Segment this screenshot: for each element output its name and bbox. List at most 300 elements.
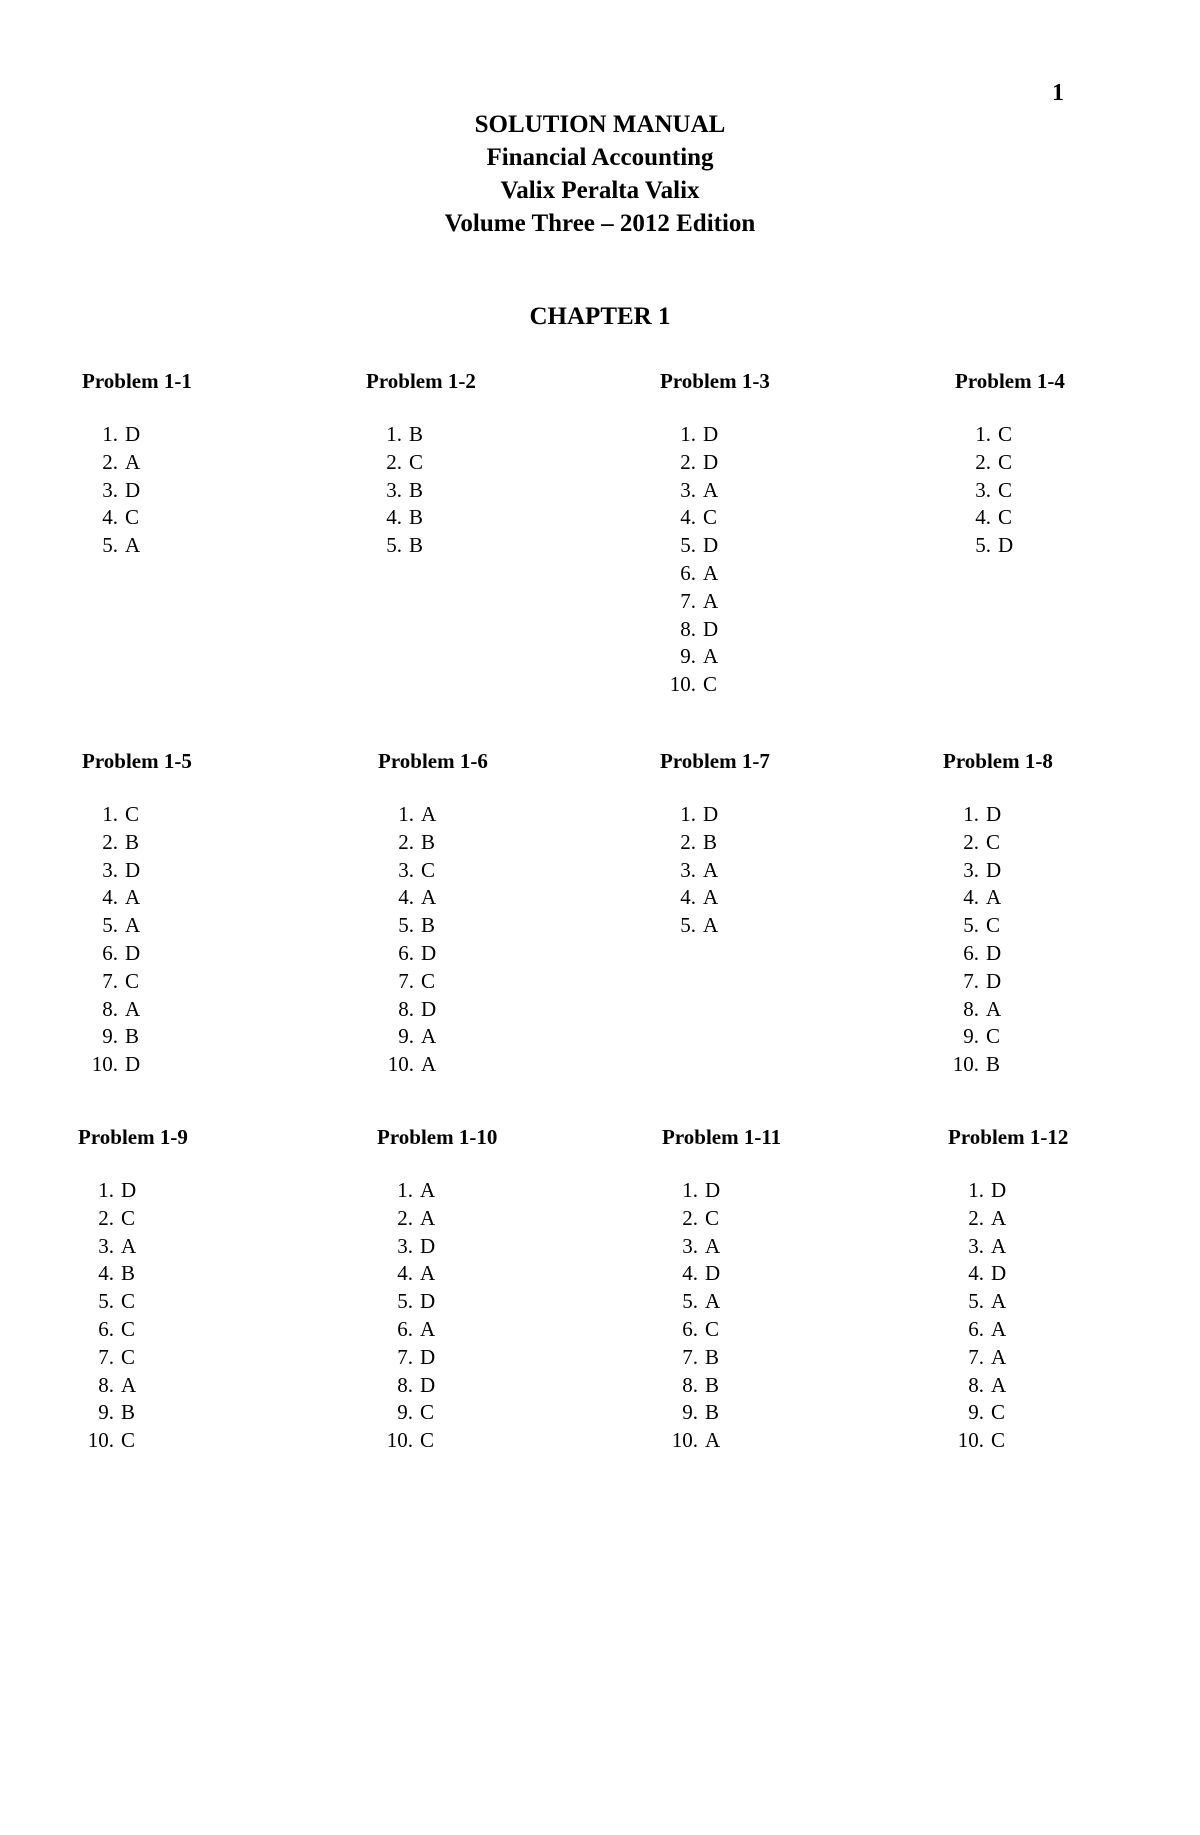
answer-number: 5. — [975, 533, 991, 558]
answer-number: 4. — [968, 1261, 984, 1286]
answer-item — [82, 477, 192, 505]
answer-letter: A — [991, 1205, 1007, 1230]
answer-list — [948, 1177, 1068, 1455]
answer-item — [82, 968, 192, 996]
problem-block — [366, 369, 476, 560]
answer-item — [378, 1023, 488, 1051]
answer-number: 4. — [680, 505, 696, 530]
answer-letter: A — [991, 1372, 1007, 1397]
answer-number: 7. — [680, 588, 696, 613]
answer-item — [378, 996, 488, 1024]
answer-number: 9. — [102, 1024, 118, 1049]
answer-letter: D — [703, 616, 719, 641]
answer-item — [78, 1233, 188, 1261]
answer-number: 3. — [397, 1233, 413, 1258]
answer-letter: A — [121, 1372, 137, 1397]
answer-number: 5. — [963, 913, 979, 938]
answer-item — [377, 1399, 497, 1427]
answer-letter: B — [409, 505, 424, 530]
answer-item — [943, 801, 1053, 829]
answer-item — [378, 857, 488, 885]
answer-list — [366, 421, 476, 560]
answer-letter: D — [705, 1178, 721, 1202]
answer-letter: C — [991, 1400, 1006, 1425]
answer-letter: A — [125, 996, 141, 1021]
answer-number: 5. — [397, 1289, 413, 1314]
answer-number: 7. — [98, 1344, 114, 1369]
answer-letter: C — [421, 968, 436, 993]
answer-number: 10. — [957, 1428, 984, 1453]
answer-letter: A — [421, 802, 437, 826]
answer-item — [377, 1372, 497, 1400]
answer-letter: C — [986, 1024, 1001, 1049]
answer-item — [948, 1288, 1068, 1316]
answer-letter: C — [991, 1428, 1006, 1453]
answer-item — [660, 532, 770, 560]
answer-list — [943, 801, 1053, 1079]
answer-number: 3. — [975, 477, 991, 502]
answer-item — [78, 1205, 188, 1233]
answer-item — [948, 1205, 1068, 1233]
answer-number: 6. — [398, 940, 414, 965]
answer-number: 4. — [102, 885, 118, 910]
answer-item — [78, 1260, 188, 1288]
answer-number: 10. — [952, 1052, 979, 1077]
answer-number: 8. — [968, 1372, 984, 1397]
answer-list — [660, 801, 770, 940]
answer-letter: C — [121, 1289, 136, 1314]
answer-number: 1. — [386, 422, 402, 446]
answer-number: 2. — [398, 829, 414, 854]
answer-number: 4. — [975, 505, 991, 530]
answer-number: 9. — [963, 1024, 979, 1049]
answer-number: 1. — [963, 802, 979, 826]
answer-letter: D — [421, 940, 437, 965]
problem-block — [78, 1125, 188, 1455]
answer-item — [660, 801, 770, 829]
document-header — [0, 108, 1200, 240]
answer-letter: D — [420, 1289, 436, 1314]
answer-letter: A — [705, 1428, 721, 1453]
answer-number: 8. — [682, 1372, 698, 1397]
problem-block — [955, 369, 1065, 560]
answer-item — [378, 801, 488, 829]
answer-item — [78, 1344, 188, 1372]
answer-item — [82, 996, 192, 1024]
answer-number: 4. — [386, 505, 402, 530]
answer-item — [366, 532, 476, 560]
answer-item — [662, 1344, 781, 1372]
answer-number: 8. — [98, 1372, 114, 1397]
answer-number: 5. — [680, 913, 696, 938]
answer-number: 2. — [963, 829, 979, 854]
answer-letter: C — [998, 449, 1013, 474]
answer-item — [955, 449, 1065, 477]
answer-item — [662, 1205, 781, 1233]
answer-item — [660, 643, 770, 671]
answer-number: 4. — [398, 885, 414, 910]
answer-item — [78, 1316, 188, 1344]
answer-number: 7. — [963, 968, 979, 993]
answer-number: 10. — [387, 1052, 414, 1077]
answer-number: 1. — [98, 1178, 114, 1202]
problem-block — [82, 369, 192, 560]
answer-item — [366, 477, 476, 505]
answer-item — [943, 1023, 1053, 1051]
answer-number: 2. — [975, 449, 991, 474]
problem-title: Problem 1-12 — [948, 1125, 1069, 1149]
answer-item — [82, 504, 192, 532]
answer-item — [378, 912, 488, 940]
problem-title: Problem 1-3 — [660, 369, 770, 393]
answer-item — [660, 884, 770, 912]
answer-item — [943, 857, 1053, 885]
answer-item — [82, 421, 192, 449]
answer-number: 3. — [963, 857, 979, 882]
answer-number: 2. — [386, 449, 402, 474]
answer-item — [366, 421, 476, 449]
answer-number: 2. — [680, 449, 696, 474]
answer-number: 10. — [91, 1052, 118, 1077]
answer-number: 5. — [680, 533, 696, 558]
answer-number: 10. — [87, 1428, 114, 1453]
answer-item — [377, 1427, 497, 1455]
answer-letter: C — [986, 913, 1001, 938]
answer-letter: A — [420, 1178, 436, 1202]
problem-title: Problem 1-11 — [662, 1125, 782, 1149]
answer-letter: C — [121, 1316, 136, 1341]
answer-number: 3. — [398, 857, 414, 882]
answer-letter: A — [991, 1316, 1007, 1341]
answer-number: 7. — [968, 1344, 984, 1369]
answer-number: 7. — [397, 1344, 413, 1369]
answer-letter: A — [420, 1205, 436, 1230]
answer-letter: A — [420, 1261, 436, 1286]
answer-letter: A — [986, 885, 1002, 910]
answer-item — [660, 616, 770, 644]
answer-letter: D — [703, 533, 719, 558]
answer-number: 8. — [398, 996, 414, 1021]
answer-letter: C — [125, 968, 140, 993]
answer-number: 1. — [680, 802, 696, 826]
problem-block — [660, 749, 770, 940]
answer-list — [660, 421, 770, 699]
answer-list — [82, 421, 192, 560]
answer-number: 3. — [680, 477, 696, 502]
answer-item — [378, 940, 488, 968]
answer-letter: C — [121, 1428, 136, 1453]
answer-letter: B — [421, 829, 436, 854]
answer-letter: B — [409, 422, 424, 446]
answer-letter: D — [125, 1052, 141, 1077]
answer-item — [943, 829, 1053, 857]
answer-letter: A — [125, 449, 141, 474]
answer-item — [662, 1288, 781, 1316]
answer-letter: D — [703, 422, 719, 446]
answer-letter: D — [125, 857, 141, 882]
answer-number: 8. — [397, 1372, 413, 1397]
answer-item — [955, 504, 1065, 532]
answer-item — [78, 1399, 188, 1427]
answer-number: 8. — [680, 616, 696, 641]
answer-item — [662, 1177, 781, 1205]
answer-letter: D — [420, 1233, 436, 1258]
problem-block — [82, 749, 192, 1079]
answer-list — [82, 801, 192, 1079]
answer-number: 9. — [968, 1400, 984, 1425]
problem-block — [662, 1125, 781, 1455]
answer-item — [82, 449, 192, 477]
answer-letter: D — [998, 533, 1014, 558]
answer-letter: B — [125, 829, 140, 854]
answer-item — [662, 1316, 781, 1344]
problem-title: Problem 1-6 — [378, 749, 488, 773]
answer-letter: B — [986, 1052, 1001, 1077]
answer-number: 1. — [102, 802, 118, 826]
answer-item — [378, 829, 488, 857]
answer-item — [660, 560, 770, 588]
answer-item — [948, 1372, 1068, 1400]
answer-item — [662, 1260, 781, 1288]
answer-number: 10. — [671, 1428, 698, 1453]
answer-letter: A — [991, 1344, 1007, 1369]
answer-letter: B — [705, 1372, 720, 1397]
answer-item — [948, 1316, 1068, 1344]
answer-letter: B — [121, 1261, 136, 1286]
answer-list — [378, 801, 488, 1079]
answer-letter: A — [125, 533, 141, 558]
answer-item — [948, 1399, 1068, 1427]
problem-title: Problem 1-9 — [78, 1125, 188, 1149]
answer-number: 1. — [397, 1178, 413, 1202]
answer-letter: D — [125, 940, 141, 965]
answer-number: 2. — [102, 449, 118, 474]
answer-item — [78, 1177, 188, 1205]
header-edition: Volume Three – 2012 Edition — [444, 210, 756, 237]
answer-item — [377, 1316, 497, 1344]
header-title: SOLUTION MANUAL — [474, 111, 726, 138]
answer-letter: C — [121, 1205, 136, 1230]
answer-number: 4. — [963, 885, 979, 910]
answer-item — [378, 968, 488, 996]
answer-number: 5. — [386, 533, 402, 558]
answer-number: 3. — [102, 477, 118, 502]
answer-item — [378, 884, 488, 912]
answer-item — [660, 588, 770, 616]
answer-number: 10. — [669, 672, 696, 697]
answer-item — [366, 449, 476, 477]
answer-letter: A — [703, 477, 719, 502]
answer-letter: C — [121, 1344, 136, 1369]
answer-number: 4. — [98, 1261, 114, 1286]
answer-item — [366, 504, 476, 532]
chapter-title: CHAPTER 1 — [529, 303, 671, 330]
answer-item — [662, 1399, 781, 1427]
answer-number: 1. — [975, 422, 991, 446]
page-number: 1 — [1052, 80, 1064, 106]
problem-title: Problem 1-10 — [377, 1125, 498, 1149]
answer-number: 1. — [680, 422, 696, 446]
answer-letter: A — [125, 885, 141, 910]
answer-letter: B — [421, 913, 436, 938]
answer-letter: D — [705, 1261, 721, 1286]
answer-number: 4. — [682, 1261, 698, 1286]
answer-item — [955, 421, 1065, 449]
answer-item — [943, 884, 1053, 912]
answer-letter: D — [125, 422, 141, 446]
answer-item — [82, 884, 192, 912]
answer-item — [955, 477, 1065, 505]
answer-number: 6. — [98, 1316, 114, 1341]
answer-item — [948, 1344, 1068, 1372]
answer-letter: B — [409, 533, 424, 558]
answer-item — [943, 1051, 1053, 1079]
answer-item — [660, 912, 770, 940]
answer-number: 3. — [386, 477, 402, 502]
answer-letter: A — [421, 885, 437, 910]
answer-letter: D — [986, 857, 1002, 882]
answer-item — [948, 1427, 1068, 1455]
answer-letter: A — [986, 996, 1002, 1021]
answer-number: 3. — [102, 857, 118, 882]
answer-letter: D — [986, 968, 1002, 993]
answer-letter: A — [991, 1233, 1007, 1258]
answer-number: 7. — [102, 968, 118, 993]
answer-number: 2. — [98, 1205, 114, 1230]
answer-item — [82, 829, 192, 857]
answer-letter: A — [125, 913, 141, 938]
answer-letter: C — [125, 505, 140, 530]
answer-number: 7. — [398, 968, 414, 993]
answer-letter: A — [703, 913, 719, 938]
answer-letter: C — [420, 1400, 435, 1425]
answer-number: 4. — [102, 505, 118, 530]
answer-item — [82, 940, 192, 968]
answer-letter: C — [420, 1428, 435, 1453]
answer-item — [662, 1233, 781, 1261]
answer-item — [943, 940, 1053, 968]
answer-letter: A — [705, 1289, 721, 1314]
answer-number: 6. — [680, 560, 696, 585]
answer-item — [943, 996, 1053, 1024]
answer-number: 3. — [968, 1233, 984, 1258]
answer-letter: A — [421, 1052, 437, 1077]
answer-letter: C — [409, 449, 424, 474]
answer-number: 3. — [682, 1233, 698, 1258]
answer-item — [377, 1344, 497, 1372]
answer-number: 1. — [968, 1178, 984, 1202]
answer-letter: D — [703, 449, 719, 474]
problem-block — [378, 749, 488, 1079]
answer-letter: D — [986, 802, 1002, 826]
answer-letter: C — [705, 1205, 720, 1230]
answer-number: 2. — [682, 1205, 698, 1230]
header-subject: Financial Accounting — [486, 144, 714, 171]
answer-number: 5. — [398, 913, 414, 938]
answer-number: 4. — [397, 1261, 413, 1286]
answer-letter: B — [703, 829, 718, 854]
answer-letter: C — [125, 802, 140, 826]
answer-letter: A — [121, 1233, 137, 1258]
answer-letter: C — [703, 672, 718, 697]
answer-number: 2. — [397, 1205, 413, 1230]
answer-letter: A — [703, 560, 719, 585]
answer-letter: B — [121, 1400, 136, 1425]
answer-item — [662, 1372, 781, 1400]
answer-item — [948, 1260, 1068, 1288]
answer-letter: B — [125, 1024, 140, 1049]
answer-number: 9. — [682, 1400, 698, 1425]
answer-list — [662, 1177, 781, 1455]
problem-title: Problem 1-1 — [82, 369, 192, 393]
answer-number: 6. — [963, 940, 979, 965]
answer-item — [948, 1233, 1068, 1261]
answer-item — [943, 968, 1053, 996]
answer-letter: B — [705, 1400, 720, 1425]
answer-item — [660, 477, 770, 505]
problem-block — [660, 369, 770, 699]
answer-letter: D — [420, 1372, 436, 1397]
problem-title: Problem 1-7 — [660, 749, 770, 773]
answer-number: 2. — [968, 1205, 984, 1230]
answer-letter: D — [421, 996, 437, 1021]
answer-item — [78, 1288, 188, 1316]
answer-number: 9. — [680, 644, 696, 669]
answer-number: 4. — [680, 885, 696, 910]
answer-number: 5. — [98, 1289, 114, 1314]
answer-letter: A — [420, 1316, 436, 1341]
answer-number: 5. — [968, 1289, 984, 1314]
answer-number: 8. — [102, 996, 118, 1021]
problem-title: Problem 1-8 — [943, 749, 1053, 773]
answer-number: 1. — [682, 1178, 698, 1202]
answer-letter: A — [991, 1289, 1007, 1314]
answer-number: 8. — [963, 996, 979, 1021]
answer-letter: D — [125, 477, 141, 502]
answer-letter: A — [703, 644, 719, 669]
answer-item — [660, 421, 770, 449]
answer-letter: D — [420, 1344, 436, 1369]
answer-number: 1. — [102, 422, 118, 446]
answer-item — [377, 1260, 497, 1288]
answer-number: 6. — [968, 1316, 984, 1341]
answer-item — [377, 1233, 497, 1261]
answer-letter: A — [421, 1024, 437, 1049]
answer-item — [82, 1023, 192, 1051]
answer-letter: D — [991, 1178, 1007, 1202]
answer-letter: A — [705, 1233, 721, 1258]
answer-number: 9. — [397, 1400, 413, 1425]
answer-item — [377, 1205, 497, 1233]
answer-item — [955, 532, 1065, 560]
problem-block — [943, 749, 1053, 1079]
answer-list — [377, 1177, 497, 1455]
answer-number: 6. — [397, 1316, 413, 1341]
answer-number: 7. — [682, 1344, 698, 1369]
answer-letter: A — [703, 857, 719, 882]
answer-letter: D — [703, 802, 719, 826]
answer-letter: B — [409, 477, 424, 502]
problem-title: Problem 1-4 — [955, 369, 1065, 393]
answer-item — [82, 1051, 192, 1079]
answer-list — [955, 421, 1065, 560]
answer-item — [948, 1177, 1068, 1205]
answer-item — [82, 857, 192, 885]
answer-number: 1. — [398, 802, 414, 826]
problem-title: Problem 1-5 — [82, 749, 192, 773]
answer-item — [82, 801, 192, 829]
answer-number: 2. — [680, 829, 696, 854]
